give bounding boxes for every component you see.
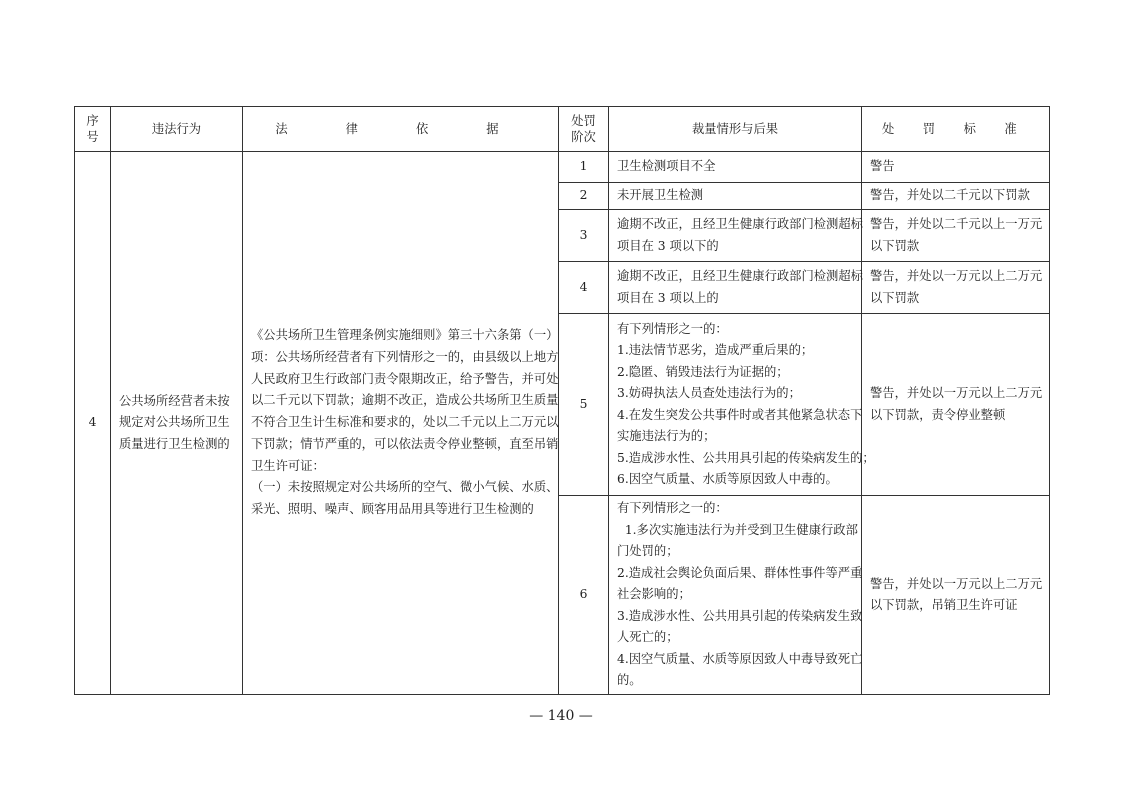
text-line: 不符合卫生计生标准和要求的，处以二千元以上二万元以 <box>251 415 559 430</box>
text-line: 以下罚款 <box>870 290 920 305</box>
stage-circumstances <box>609 314 875 496</box>
header-standard: 处 罚 标 准 <box>862 107 1050 152</box>
text-line: 1.违法情节恶劣，造成严重后果的； <box>617 343 814 357</box>
header-stage: 处罚 阶次 <box>559 107 609 152</box>
text-line: 人死亡的； <box>617 630 679 645</box>
stage-circumstances <box>609 210 862 262</box>
text-line: 项目在 3 项以上的 <box>617 290 719 305</box>
header-basis: 法 律 依 据 <box>243 107 559 152</box>
text-line: 6.因空气质量、水质等原因致人中毒的。 <box>617 472 838 486</box>
stage-standard <box>862 496 1050 695</box>
text-line: 2.造成社会舆论负面后果、群体性事件等严重 <box>617 565 863 580</box>
text-line: 警告，并处以一万元以上二万元 <box>870 576 1043 591</box>
text-line: 《公共场所卫生管理条例实施细则》第三十六条第（一） <box>251 328 559 343</box>
text-line: 门处罚的； <box>617 544 679 559</box>
entry-legal-basis <box>243 152 559 695</box>
stage-circumstances <box>609 496 862 695</box>
stage-circumstances <box>609 152 862 183</box>
text-line: 有下列情形之一的： <box>617 501 728 516</box>
text-line: 实施违法行为的； <box>617 429 716 443</box>
text-line: 警告，并处以一万元以上二万元 <box>870 269 1043 283</box>
header-no: 序 号 <box>75 107 111 152</box>
penalty-table <box>74 106 1050 695</box>
stage-standard <box>862 314 1050 496</box>
text-line: （一）未按照规定对公共场所的空气、微小气候、水质、 <box>251 480 559 495</box>
header-row <box>75 107 1050 152</box>
text-line: 项目在 3 项以下的 <box>617 238 719 253</box>
text-line: 1.多次实施违法行为并受到卫生健康行政部 <box>617 522 858 537</box>
text-line: 质量进行卫生检测的 <box>119 436 230 451</box>
text-line: 未开展卫生检测 <box>617 188 704 203</box>
text-line: 下罚款；情节严重的，可以依法责令停业整顿，直至吊销 <box>251 436 559 451</box>
text-line: 卫生检测项目不全 <box>617 159 716 174</box>
entry-violation <box>111 152 243 695</box>
text-line: 项：公共场所经营者有下列情形之一的，由县级以上地方 <box>251 350 559 365</box>
header-circumstances: 裁量情形与后果 <box>609 107 862 152</box>
text-line: 警告，并处以二千元以上一万元 <box>870 217 1043 231</box>
stage-standard <box>862 183 1050 210</box>
text-line: 人民政府卫生行政部门责令限期改正，给予警告，并可处 <box>251 371 559 386</box>
text-line: 警告，并处以一万元以上二万元 <box>870 386 1043 400</box>
text-line: 规定对公共场所卫生 <box>119 415 230 430</box>
text-line: 以下罚款 <box>870 238 920 253</box>
text-line: 逾期不改正，且经卫生健康行政部门检测超标 <box>617 217 863 231</box>
stage-circumstances <box>609 262 862 314</box>
text-line: 以下罚款，吊销卫生许可证 <box>870 598 1018 612</box>
header-violation: 违法行为 <box>111 107 243 152</box>
stage-standard <box>862 152 1050 183</box>
text-line: 3.造成涉水性、公共用具引起的传染病发生致 <box>617 608 863 623</box>
stage-number: 5 <box>559 314 609 496</box>
stage-standard <box>862 210 1050 262</box>
stage-number: 2 <box>559 183 609 210</box>
text-line: 2.隐匿、销毁违法行为证据的； <box>617 364 789 379</box>
entry-no: 4 <box>75 152 111 695</box>
text-line: 卫生许可证： <box>251 458 325 473</box>
page-number: — 140 — <box>529 708 593 724</box>
text-line: 采光、照明、噪声、顾客用品用具等进行卫生检测的 <box>251 501 534 516</box>
stage-number: 4 <box>559 262 609 314</box>
text-line: 有下列情形之一的： <box>617 321 728 336</box>
text-line: 的。 <box>617 673 642 688</box>
text-line: 警告，并处以二千元以下罚款 <box>870 188 1030 203</box>
text-line: 4.因空气质量、水质等原因致人中毒导致死亡 <box>617 651 863 666</box>
text-line: 5.造成涉水性、公共用具引起的传染病发生的； <box>617 450 875 465</box>
stage-standard <box>862 262 1050 314</box>
text-line: 公共场所经营者未按 <box>119 393 230 408</box>
stage-number: 6 <box>559 496 609 695</box>
table-row <box>75 152 1050 183</box>
text-line: 以下罚款，责令停业整顿 <box>870 407 1006 422</box>
stage-number: 3 <box>559 210 609 262</box>
text-line: 4.在发生突发公共事件时或者其他紧急状态下 <box>617 407 863 422</box>
text-line: 逾期不改正，且经卫生健康行政部门检测超标 <box>617 269 863 283</box>
text-line: 以二千元以下罚款；逾期不改正，造成公共场所卫生质量 <box>251 393 559 408</box>
text-line: 社会影响的； <box>617 587 691 602</box>
text-line: 3.妨碍执法人员查处违法行为的； <box>617 386 801 400</box>
stage-circumstances <box>609 183 862 210</box>
stage-number: 1 <box>559 152 609 183</box>
text-line: 警告 <box>870 159 895 174</box>
